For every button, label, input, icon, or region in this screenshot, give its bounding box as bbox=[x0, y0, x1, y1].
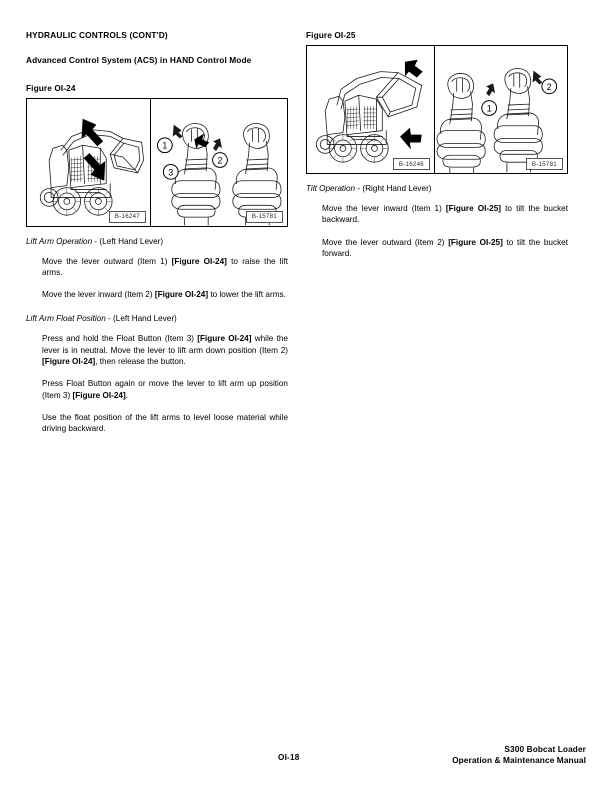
text-run: to tilt the bucket backward. bbox=[322, 204, 568, 225]
text-run: while the lever is in neutral. Move the lever to lift arm down position (Item 2) bbox=[42, 334, 288, 355]
lift-arm-operation-heading bbox=[26, 236, 288, 247]
right-column bbox=[306, 30, 568, 259]
callout-1 bbox=[157, 137, 172, 152]
text-run: Press Float Button again or move the lever to lift arm up position (Item 3) bbox=[42, 379, 288, 400]
text-run: Press and hold the Float Button (Item 3) bbox=[42, 334, 198, 344]
callout-2 bbox=[542, 79, 557, 94]
text-run: to tilt the bucket forward. bbox=[322, 237, 569, 258]
svg-text:1: 1 bbox=[162, 140, 168, 151]
skid-steer-loader-tilt-illustration bbox=[307, 46, 434, 173]
hand-lever-left-illustration bbox=[151, 99, 287, 226]
small-arrow-outward bbox=[173, 124, 183, 138]
text-run: Move the lever inward (Item 1) bbox=[322, 204, 446, 213]
lift-arm-float-para-2 bbox=[42, 378, 288, 401]
text-run: Move the lever outward (Item 2) bbox=[322, 237, 449, 247]
lift-arm-float-para-3: Use the float position of the lift arms to level loose material while driving backward. bbox=[42, 412, 288, 434]
tilt-operation-title: Tilt Operation bbox=[306, 184, 356, 193]
footer-line-2: Operation & Maintenance Manual bbox=[452, 754, 586, 765]
arrow-tilt-forward bbox=[400, 128, 422, 150]
left-column bbox=[26, 30, 288, 434]
figure-reference: [Figure OI-24] bbox=[72, 390, 126, 400]
small-arrow-outward bbox=[533, 71, 543, 85]
lift-arm-operation-para-1 bbox=[42, 256, 288, 279]
chapter-title: HYDRAULIC CONTROLS (CONT'D) bbox=[26, 30, 168, 40]
figure-reference: [Figure OI-24] bbox=[42, 356, 96, 366]
figure-reference: [Figure OI-25] bbox=[448, 237, 503, 247]
text-run: to raise the lift arms. bbox=[42, 256, 288, 277]
figure-reference: [Figure OI-24] bbox=[171, 256, 227, 266]
svg-text:3: 3 bbox=[168, 166, 174, 177]
figure-oi-25-label: Figure OI-25 bbox=[306, 30, 356, 40]
footer-manual-title bbox=[452, 744, 586, 765]
callout-1 bbox=[482, 101, 497, 116]
figure-oi-25-lever-pane bbox=[435, 46, 567, 173]
svg-text:1: 1 bbox=[486, 103, 492, 114]
lift-arm-float-title: Lift Arm Float Position bbox=[26, 314, 106, 324]
footer-page-number: OI-18 bbox=[278, 753, 300, 762]
image-code-right: B-15781 bbox=[246, 211, 283, 223]
figure-reference: [Figure OI-25] bbox=[445, 204, 501, 213]
image-code-left: B-16246 bbox=[393, 158, 430, 170]
tilt-operation-subtitle: - (Right Hand Lever) bbox=[355, 184, 432, 193]
small-arrow-inward bbox=[486, 83, 495, 96]
tilt-operation-para-2 bbox=[322, 237, 568, 260]
image-code-left: B-16247 bbox=[109, 211, 146, 223]
svg-text:2: 2 bbox=[546, 81, 552, 92]
tilt-operation-heading bbox=[306, 183, 568, 194]
text-run: Move the lever outward (Item 1) bbox=[42, 256, 172, 266]
lift-arm-float-para-1 bbox=[42, 333, 288, 367]
skid-steer-loader-lift-illustration bbox=[27, 99, 150, 226]
lift-arm-float-heading bbox=[26, 313, 288, 324]
footer-line-1: S300 Bobcat Loader bbox=[504, 744, 586, 754]
figure-oi-24 bbox=[26, 98, 288, 227]
tilt-operation-para-1 bbox=[322, 203, 568, 226]
hand-lever-right-illustration bbox=[435, 46, 567, 173]
svg-text:2: 2 bbox=[217, 154, 223, 165]
lift-arm-operation-para-2 bbox=[42, 289, 288, 300]
callout-3 bbox=[163, 164, 178, 179]
text-run: to lower the lift arms. bbox=[208, 290, 286, 300]
text-run: , then release the button. bbox=[95, 356, 186, 366]
callout-2 bbox=[213, 152, 228, 167]
arrow-down-left bbox=[82, 118, 104, 146]
figure-oi-24-lever-pane bbox=[151, 99, 287, 226]
figure-oi-24-label: Figure OI-24 bbox=[26, 82, 76, 93]
lift-arm-operation-subtitle: - (Left Hand Lever) bbox=[92, 236, 164, 246]
figure-reference: [Figure OI-24] bbox=[197, 334, 252, 344]
text-run: Move the lever inward (Item 2) bbox=[42, 290, 155, 300]
lift-arm-float-subtitle: - (Left Hand Lever) bbox=[105, 314, 177, 324]
figure-reference: [Figure OI-24] bbox=[154, 290, 209, 300]
small-arrow-inward bbox=[213, 138, 222, 151]
figure-oi-25 bbox=[306, 45, 568, 174]
text-run: . bbox=[125, 390, 128, 400]
lift-arm-operation-title: Lift Arm Operation bbox=[26, 236, 93, 246]
figure-oi-25-loader-pane bbox=[307, 46, 435, 173]
image-code-right: B-15781 bbox=[526, 158, 563, 170]
section-title: Advanced Control System (ACS) in HAND Control Mode bbox=[26, 55, 252, 65]
figure-oi-24-loader-pane bbox=[27, 99, 151, 226]
arrow-tilt-back bbox=[405, 60, 423, 78]
